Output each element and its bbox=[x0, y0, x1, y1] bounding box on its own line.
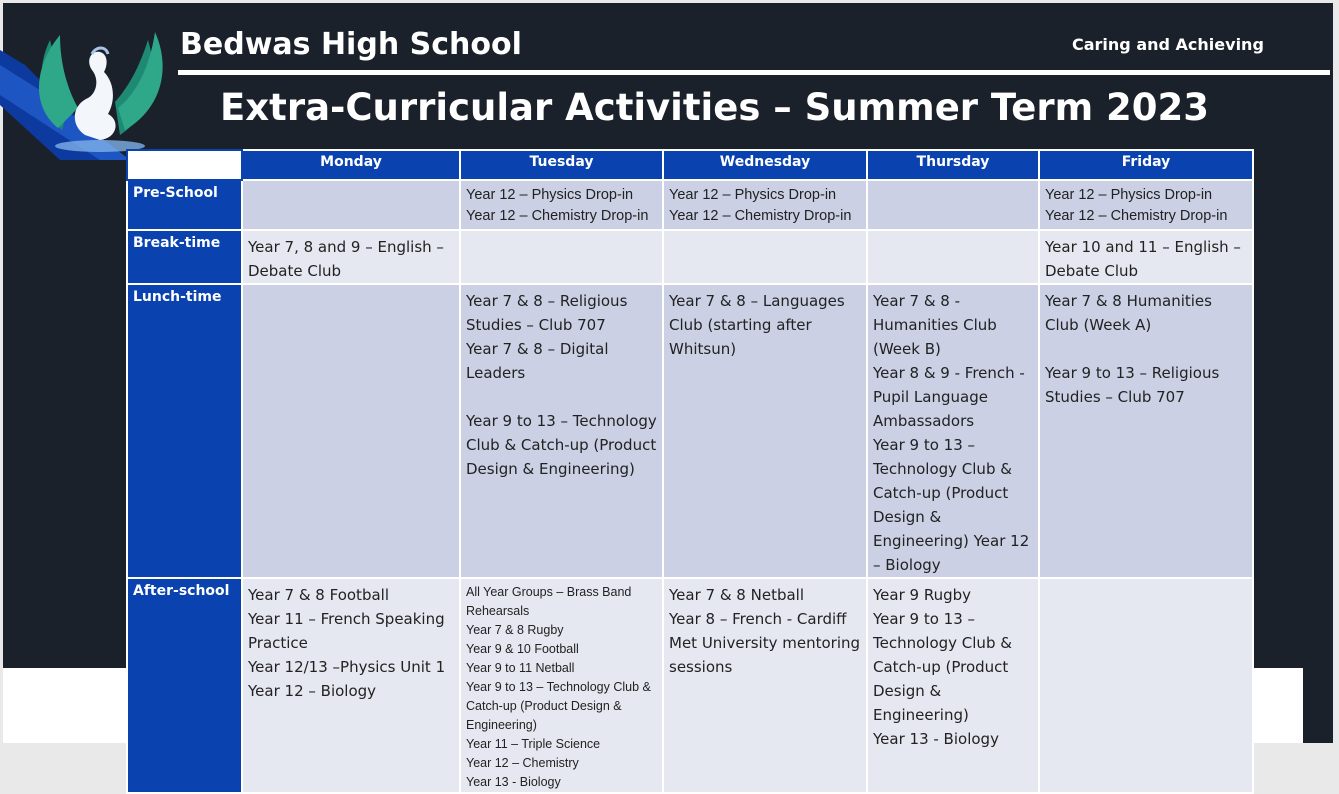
cell-pre-school-thursday bbox=[867, 180, 1039, 230]
corner-cell bbox=[127, 150, 242, 180]
activity-item: Year 9 & 10 Football bbox=[466, 642, 579, 656]
cell-pre-school-wednesday bbox=[663, 180, 867, 230]
activity-item: Year 9 to 13 – Technology Club & Catch-up (Product Design & Engineering) bbox=[466, 680, 651, 732]
activity-item: Year 12 – Chemistry bbox=[466, 756, 579, 770]
school-name: Bedwas High School bbox=[180, 27, 522, 62]
activity-item: Year 12 – Chemistry Drop-in bbox=[669, 208, 852, 224]
activity-item: Year 11 – Triple Science bbox=[466, 737, 601, 751]
cell-break-time-wednesday bbox=[663, 230, 867, 284]
table-row-pre-school bbox=[127, 180, 1253, 230]
activity-item: Year 9 to 13 – Technology Club & Catch-up (Product Design & Engineering) bbox=[873, 610, 1012, 724]
activity-item: Year 12 – Physics Drop-in bbox=[1045, 187, 1213, 203]
day-header-wednesday: Wednesday bbox=[663, 150, 867, 180]
activity-item: Year 7 & 8 Rugby bbox=[466, 623, 564, 637]
cell-after-school-thursday bbox=[867, 578, 1039, 793]
cell-break-time-tuesday bbox=[460, 230, 663, 284]
cell-lunch-time-monday bbox=[242, 284, 460, 578]
activity-spacer bbox=[466, 385, 657, 409]
activity-item: Year 9 to 13 – Technology Club & Catch-up (Product Design & Engineering) Year 12 – Biology bbox=[873, 436, 1030, 574]
row-label-pre-school: Pre-School bbox=[127, 180, 242, 230]
activity-item: Year 13 - Biology bbox=[466, 775, 561, 789]
cell-lunch-time-friday bbox=[1039, 284, 1253, 578]
cell-lunch-time-tuesday bbox=[460, 284, 663, 578]
day-header-friday: Friday bbox=[1039, 150, 1253, 180]
row-label-lunch-time: Lunch-time bbox=[127, 284, 242, 578]
activity-item: Year 8 – French - Cardiff Met University mentoring sessions bbox=[669, 610, 861, 676]
table-row-lunch-time bbox=[127, 284, 1253, 578]
school-motto: Caring and Achieving bbox=[1072, 35, 1264, 54]
cell-after-school-monday bbox=[242, 578, 460, 793]
cell-break-time-thursday bbox=[867, 230, 1039, 284]
cell-lunch-time-wednesday bbox=[663, 284, 867, 578]
activity-item: Year 8 & 9 - French - Pupil Language Ambassadors bbox=[873, 364, 1025, 430]
row-label-break-time: Break-time bbox=[127, 230, 242, 284]
cell-pre-school-monday bbox=[242, 180, 460, 230]
activity-item: Year 7 & 8 - Humanities Club (Week B) bbox=[873, 292, 997, 358]
activity-item: Year 12 – Biology bbox=[248, 682, 377, 700]
cell-after-school-friday bbox=[1039, 578, 1253, 793]
day-header-thursday: Thursday bbox=[867, 150, 1039, 180]
cell-break-time-friday bbox=[1039, 230, 1253, 284]
activity-item: Year 11 – French Speaking Practice bbox=[248, 610, 445, 652]
day-header-monday: Monday bbox=[242, 150, 460, 180]
day-header-tuesday: Tuesday bbox=[460, 150, 663, 180]
activity-item: All Year Groups – Brass Band Rehearsals bbox=[466, 585, 632, 618]
activity-item: Year 7 & 8 Humanities Club (Week A) bbox=[1045, 292, 1212, 334]
activity-item: Year 9 to 13 – Religious Studies – Club 707 bbox=[1045, 364, 1220, 406]
activity-item: Year 7 & 8 Netball bbox=[669, 586, 804, 604]
cell-after-school-tuesday bbox=[460, 578, 663, 793]
activity-item: Year 13 - Biology bbox=[873, 730, 999, 748]
header-divider bbox=[178, 70, 1330, 75]
table-row-after-school bbox=[127, 578, 1253, 793]
activity-item: Year 7 & 8 Football bbox=[248, 586, 389, 604]
activity-item: Year 12 – Physics Drop-in bbox=[466, 187, 634, 203]
cell-lunch-time-thursday bbox=[867, 284, 1039, 578]
cell-pre-school-tuesday bbox=[460, 180, 663, 230]
activity-item: Year 10 and 11 – English – Debate Club bbox=[1045, 238, 1241, 280]
day-header-row bbox=[127, 150, 1253, 180]
activity-spacer bbox=[1045, 337, 1247, 361]
activity-item: Year 12 – Physics Drop-in bbox=[669, 187, 837, 203]
cell-break-time-monday bbox=[242, 230, 460, 284]
activity-item: Year 7 & 8 – Languages Club (starting after Whitsun) bbox=[669, 292, 845, 358]
activity-item: Year 9 to 11 Netball bbox=[466, 661, 575, 675]
activity-item: Year 12/13 –Physics Unit 1 bbox=[248, 658, 446, 676]
activity-item: Year 9 to 13 – Technology Club & Catch-up (Product Design & Engineering) bbox=[466, 412, 657, 478]
activity-item: Year 12 – Chemistry Drop-in bbox=[1045, 208, 1228, 224]
activity-item: Year 12 – Chemistry Drop-in bbox=[466, 208, 649, 224]
cell-after-school-wednesday bbox=[663, 578, 867, 793]
activities-timetable bbox=[126, 149, 1254, 794]
row-label-after-school: After-school bbox=[127, 578, 242, 793]
page-title: Extra-Curricular Activities – Summer Term 2023 bbox=[220, 86, 1210, 129]
activity-item: Year 7 & 8 – Digital Leaders bbox=[466, 340, 609, 382]
cell-pre-school-friday bbox=[1039, 180, 1253, 230]
activity-item: Year 9 Rugby bbox=[873, 586, 972, 604]
activity-item: Year 7, 8 and 9 – English – Debate Club bbox=[248, 238, 444, 280]
swan-logo-icon bbox=[0, 10, 200, 170]
table-row-break-time bbox=[127, 230, 1253, 284]
activity-item: Year 7 & 8 – Religious Studies – Club 707 bbox=[466, 292, 628, 334]
